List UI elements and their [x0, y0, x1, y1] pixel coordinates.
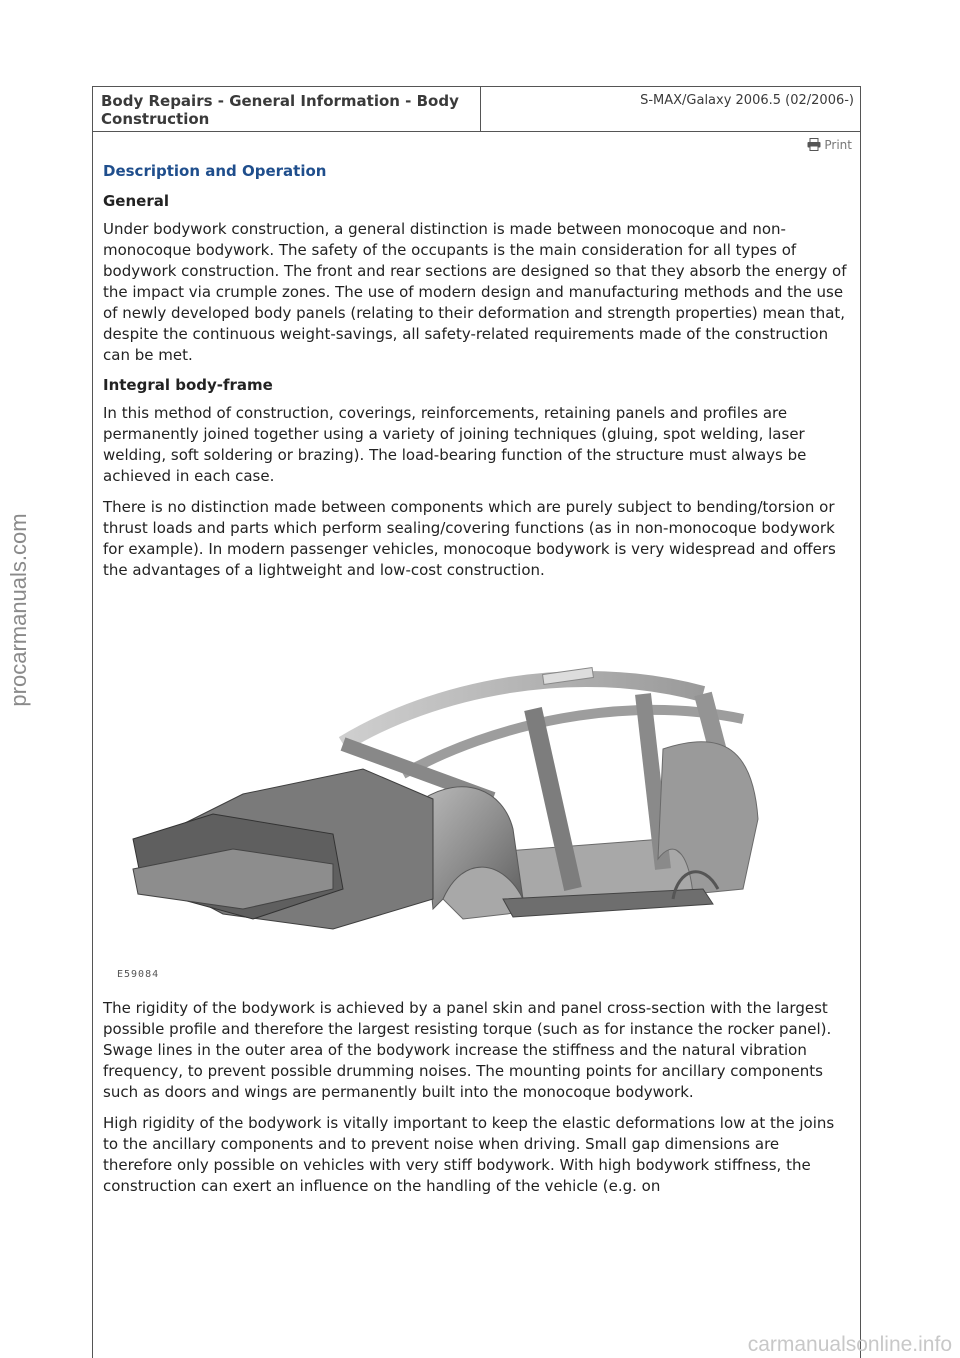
model-label: S-MAX/Galaxy 2006.5 (02/2006-) — [640, 93, 854, 108]
print-label: Print — [824, 138, 852, 152]
figure-label: E59084 — [117, 969, 160, 980]
manual-page — [92, 86, 861, 1358]
printer-icon — [807, 138, 821, 151]
heading-general: General — [103, 192, 169, 210]
page-title: Body Repairs - General Information - Body Construction — [93, 87, 481, 131]
paragraph-integral-2: There is no distinction made between components which are purely subject to bending/torsion or thrust loads and parts which perform sealing/covering functions (as in non-monocoque bodywork for example). In modern passenger vehicles, monocoque bodywork is very widespread and offers the advantages of a lightweight and low-cost construction. — [103, 498, 836, 579]
body-shell-figure — [103, 599, 852, 984]
body-shell-illustration — [103, 599, 852, 984]
page-header — [93, 87, 860, 132]
section-title: Description and Operation — [103, 162, 327, 180]
paragraph-rigidity-2: High rigidity of the bodywork is vitally important to keep the elastic deformations low at the joins to the ancillary components and to prevent noise when driving. Small gap dimensions are therefore only possible on vehicles with very stiff bodywork. With high bodywork stiffness, the construction can exert an influence on the handling of the vehicle (e.g. on — [103, 1114, 835, 1195]
print-row — [93, 132, 860, 156]
heading-integral-body-frame: Integral body-frame — [103, 376, 273, 394]
bottom-watermark: carmanualsonline.info — [747, 1333, 952, 1356]
side-watermark: procarmanuals.com — [6, 513, 31, 707]
print-button[interactable] — [807, 138, 852, 152]
page-content — [93, 162, 860, 1197]
paragraph-integral-1: In this method of construction, coverings, reinforcements, retaining panels and profiles are permanently joined together using a variety of joining techniques (gluing, spot welding, laser welding, soft soldering or brazing). The load-bearing function of the structure must always be achieved in each case. — [103, 404, 807, 485]
paragraph-general: Under bodywork construction, a general distinction is made between monocoque and non-monocoque bodywork. The safety of the occupants is the main consideration for all types of bodywork construction. The front and rear sections are designed so that they absorb the energy of the impact via crumple zones. The use of modern design and manufacturing methods and the use of newly developed body panels (relating to their deformation and strength properties) mean that, despite the continuous weight-savings, all safety-related requirements made of the construction can be met. — [103, 220, 847, 364]
paragraph-rigidity-1: The rigidity of the bodywork is achieved by a panel skin and panel cross-section with the largest possible profile and therefore the largest resisting torque (such as for instance the rocker panel). Swage lines in the outer area of the bodywork increase the stiffness and the natural vibration frequency, to prevent possible drumming noises. The mounting points for ancillary components such as doors and wings are permanently built into the monocoque bodywork. — [103, 999, 832, 1101]
